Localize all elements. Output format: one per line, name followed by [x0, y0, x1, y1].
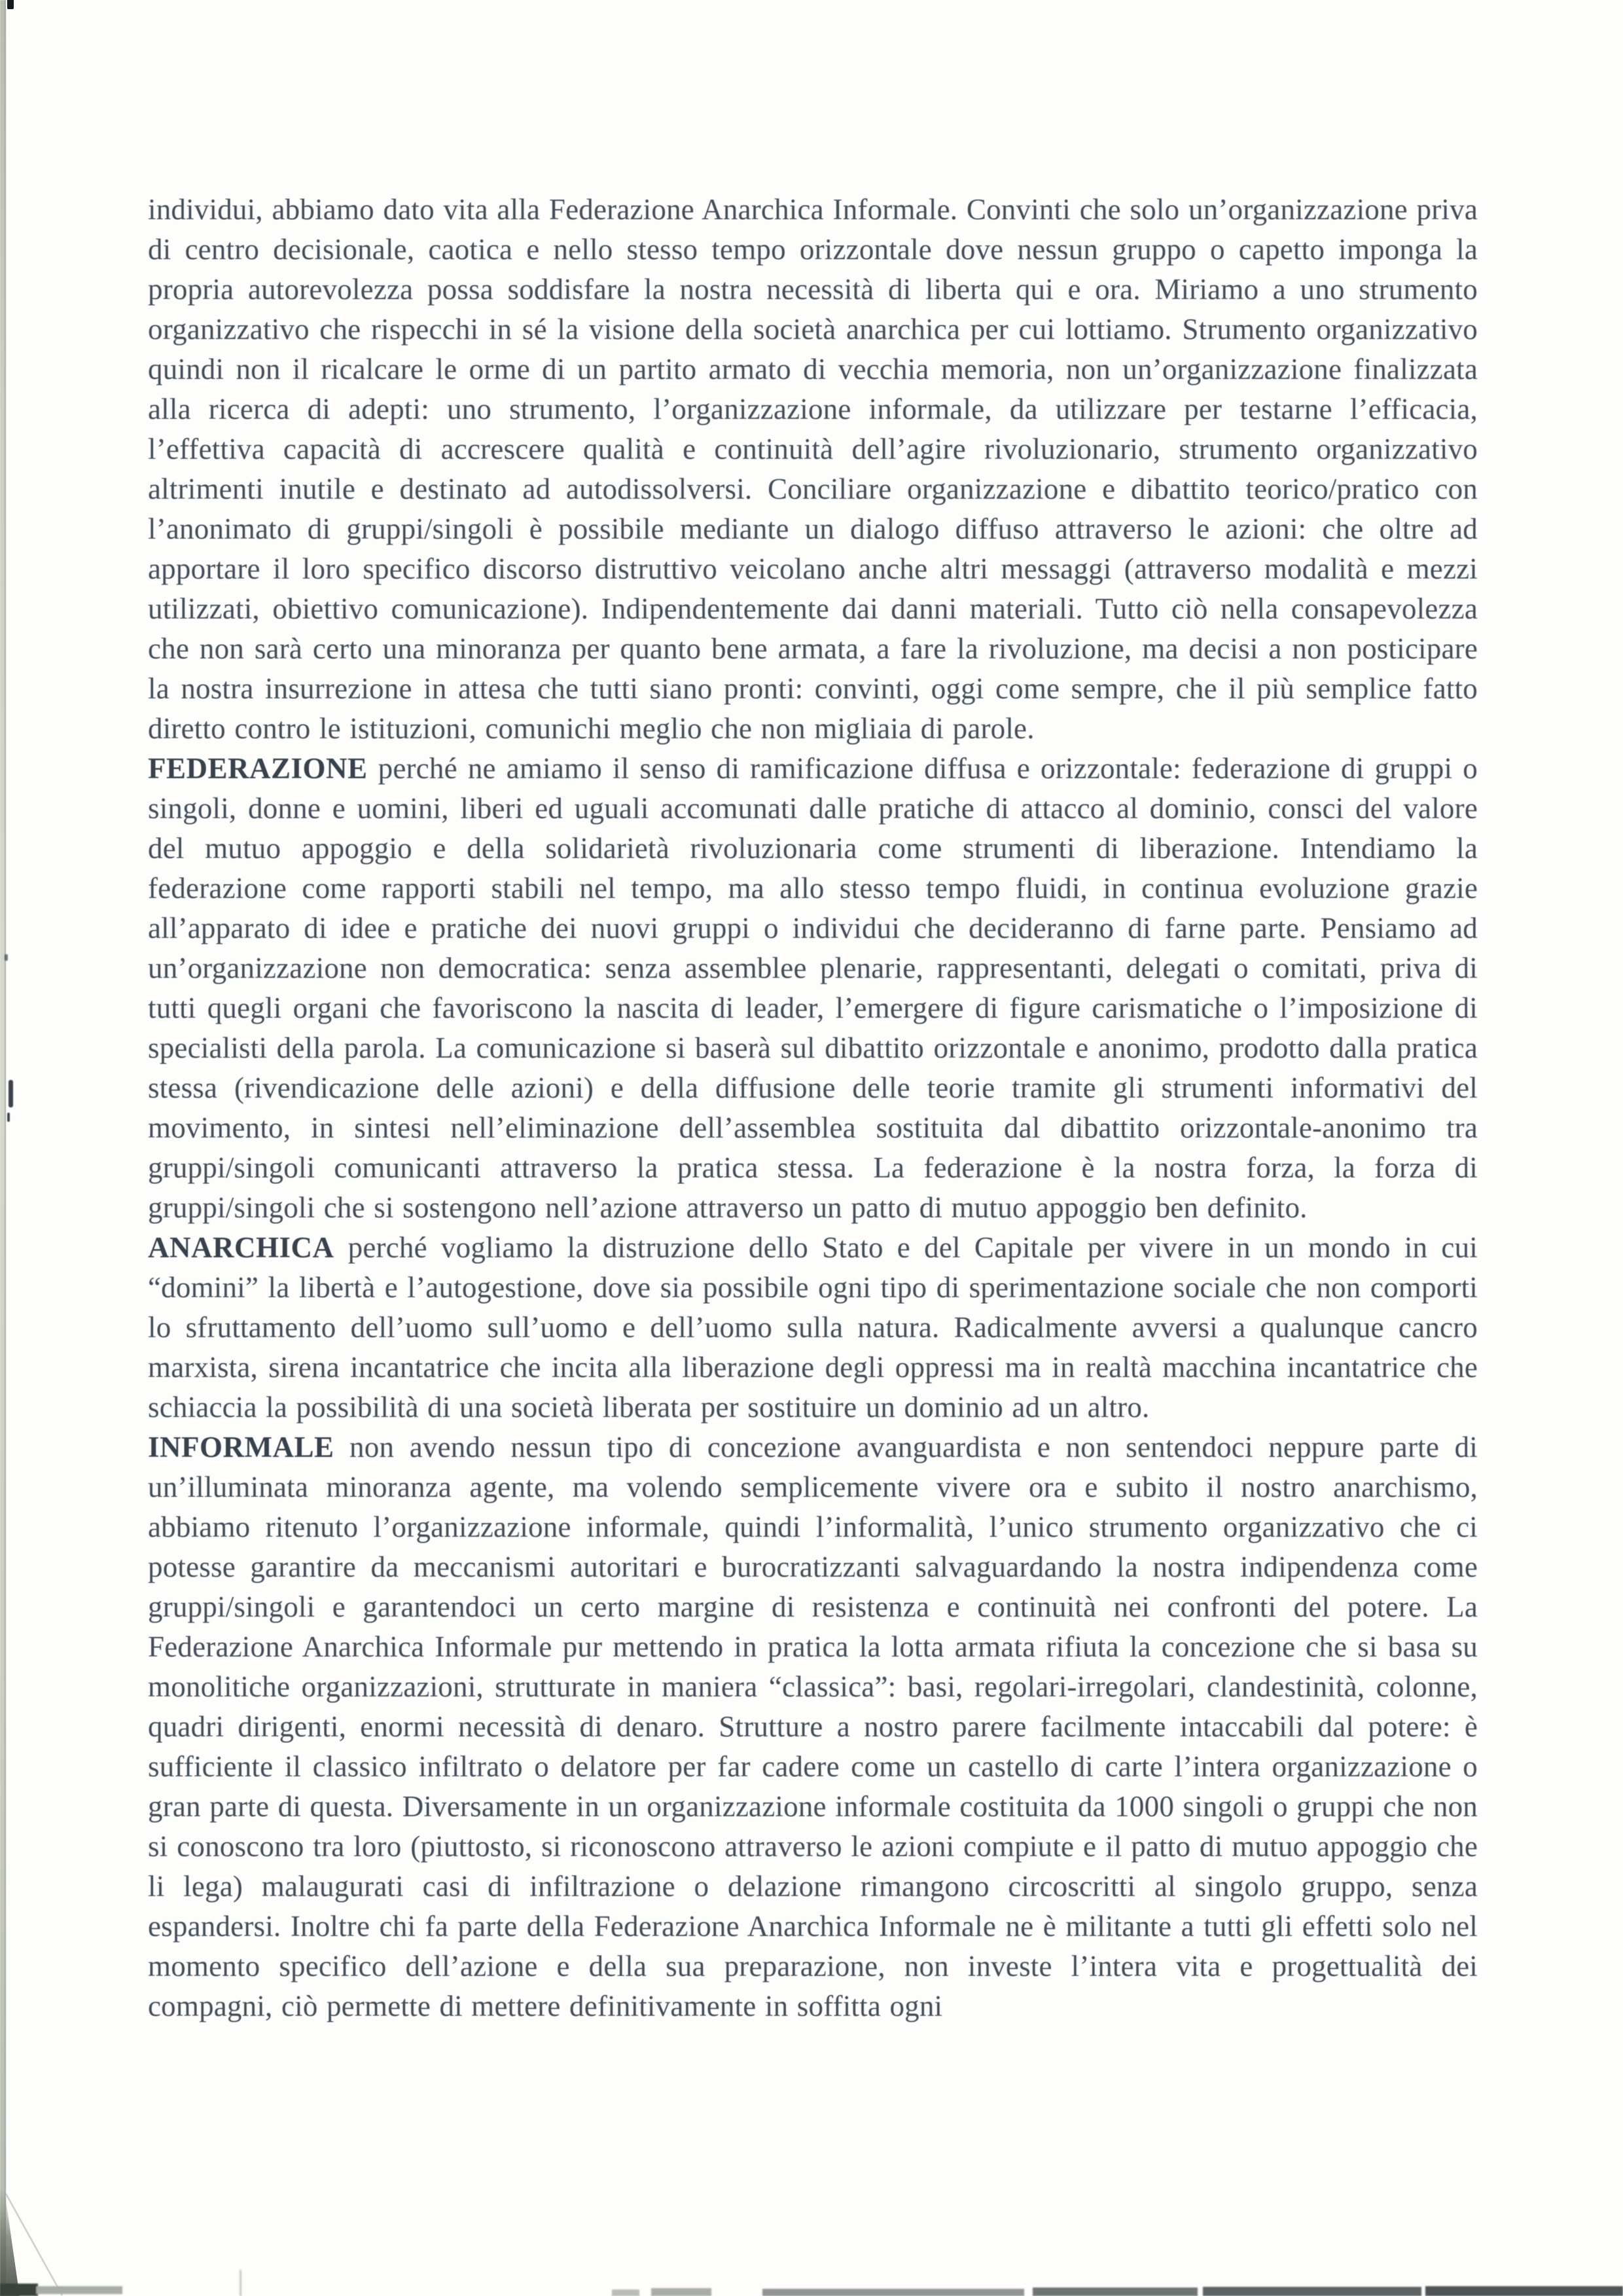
scan-mark-top-left	[7, 0, 14, 9]
paragraph-text: perché vogliamo la distruzione dello Stato e del Capitale per vivere in un mondo in cui “domini” la libertà e l’autogestione, dove sia possibile ogni tipo di sperimentazione sociale che non comporti lo sfruttamento dell’uomo sull’uomo e dell’uomo sulla natura. Radicalmente avversi a qualunque cancro marxista, sirena incantatrice che incita alla liberazione degli oppressi ma in realtà macchina incantatrice che schiaccia la possibilità di una società liberata per sostituire un dominio ad un altro.	[148, 1231, 1478, 1424]
scan-edge-left-band	[0, 0, 6, 2296]
scan-wedge-bottom-left	[0, 2189, 20, 2296]
scan-shadow-bottom	[762, 2289, 1024, 2296]
document-body	[148, 190, 1478, 2026]
paragraph-lead: ANARCHICA	[148, 1231, 334, 1264]
scan-shadow-bottom	[651, 2288, 711, 2296]
paragraph-continuation	[148, 190, 1478, 749]
paragraph-text: perché ne amiamo il senso di ramificazione diffusa e orizzontale: federazione di gruppi o singoli, donne e uomini, liberi ed uguali accomunati dalle pratiche di attacco al dominio, consci del valore del mutuo appoggio e della solidarietà rivoluzionaria come strumenti di liberazione. Intendiamo la federazione come rapporti stabili nel tempo, ma allo stesso tempo fluidi, in continua evoluzione grazie all’apparato di idee e pratiche dei nuovi gruppi o individui che decideranno di farne parte. Pensiamo ad un’organizzazione non democratica: senza assemblee plenarie, rappresentanti, delegati o comitati, priva di tutti quegli organi che favoriscono la nascita di leader, l’emergere di figure carismatiche o l’imposizione di specialisti della parola. La comunicazione si baserà sul dibattito orizzontale e anonimo, prodotto dalla pratica stessa (rivendicazione delle azioni) e della diffusione delle teorie tramite gli strumenti informativi del movimento, in sintesi nell’eliminazione dell’assemblea sostituita dal dibattito orizzontale-anonimo tra gruppi/singoli comunicanti attraverso la pratica stessa. La federazione è la nostra forza, la forza di gruppi/singoli che si sostengono nell’azione attraverso un patto di mutuo appoggio ben definito.	[148, 752, 1478, 1224]
paragraph-text: non avendo nessun tipo di concezione avanguardista e non sentendoci neppure parte di un’illuminata minoranza agente, ma volendo semplicemente vivere ora e subito il nostro anarchismo, abbiamo ritenuto l’organizzazione informale, quindi l’informalità, l’unico strumento organizzativo che ci potesse garantire da meccanismi autoritari e burocratizzanti salvaguardando la nostra indipendenza come gruppi/singoli e garantendoci un certo margine di resistenza e continuità nei confronti del potere. La Federazione Anarchica Informale pur mettendo in pratica la lotta armata rifiuta la concezione che si basa su monolitiche organizzazioni, strutturate in maniera “classica”: basi, regolari-irregolari, clandestinità, colonne, quadri dirigenti, enormi necessità di denaro. Strutture a nostro parere facilmente intaccabili dal potere: è sufficiente il classico infiltrato o delatore per far cadere come un castello di carte l’intera organizzazione o gran parte di questa. Diversamente in un organizzazione informale costituita da 1000 singoli o gruppi che non si conoscono tra loro (piuttosto, si riconoscono attraverso le azioni compiute e il patto di mutuo appoggio che li lega) malaugurati casi di infiltrazione o delazione rimangono circoscritti al singolo gruppo, senza espandersi. Inoltre chi fa parte della Federazione Anarchica Informale ne è militante a tutti gli effetti solo nel momento specifico dell’azione e della sua preparazione, non investe l’intera vita e progettualità dei compagni, ciò permette di mettere definitivamente in soffitta ogni	[148, 1431, 1478, 2022]
scan-shadow-bottom	[612, 2289, 639, 2296]
scan-shadow-bottom	[36, 2286, 122, 2294]
paragraph-text: individui, abbiamo dato vita alla Federazione Anarchica Informale. Convinti che solo un’organizzazione priva di centro decisionale, caotica e nello stesso tempo orizzontale dove nessun gruppo o capetto imponga la propria autorevolezza possa soddisfare la nostra necessità di liberta qui e ora. Miriamo a uno strumento organizzativo che rispecchi in sé la visione della società anarchica per cui lottiamo. Strumento organizzativo quindi non il ricalcare le orme di un partito armato di vecchia memoria, non un’organizzazione finalizzata alla ricerca di adepti: uno strumento, l’organizzazione informale, da utilizzare per testarne l’efficacia, l’effettiva capacità di accrescere qualità e continuità dell’agire rivoluzionario, strumento organizzativo altrimenti inutile e destinato ad autodissolversi. Conciliare organizzazione e dibattito teorico/pratico con l’anonimato di gruppi/singoli è possibile mediante un dialogo diffuso attraverso le azioni: che oltre ad apportare il loro specifico discorso distruttivo veicolano anche altri messaggi (attraverso modalità e mezzi utilizzati, obiettivo comunicazione). Indipendentemente dai danni materiali. Tutto ciò nella consapevolezza che non sarà certo una minoranza per quanto bene armata, a fare la rivoluzione, ma decisi a non posticipare la nostra insurrezione in attesa che tutti siano pronti: convinti, oggi come sempre, che il più semplice fatto diretto contro le istituzioni, comunichi meglio che non migliaia di parole.	[148, 193, 1478, 745]
scan-shadow-bottom	[1203, 2287, 1421, 2296]
paragraph-federazione	[148, 749, 1478, 1228]
paragraph-informale	[148, 1427, 1478, 2026]
scan-shadow-bottom	[1425, 2286, 1623, 2296]
paragraph-anarchica	[148, 1228, 1478, 1427]
scan-shadow-bottom	[240, 2270, 241, 2296]
paragraph-lead: INFORMALE	[148, 1431, 334, 1463]
scan-speck	[5, 954, 8, 961]
scan-speck	[7, 1113, 10, 1122]
scan-shadow-bottom	[0, 2284, 38, 2296]
scan-shadow-bottom	[1033, 2287, 1198, 2296]
scan-speck	[9, 1080, 13, 1107]
paragraph-lead: FEDERAZIONE	[148, 752, 368, 785]
